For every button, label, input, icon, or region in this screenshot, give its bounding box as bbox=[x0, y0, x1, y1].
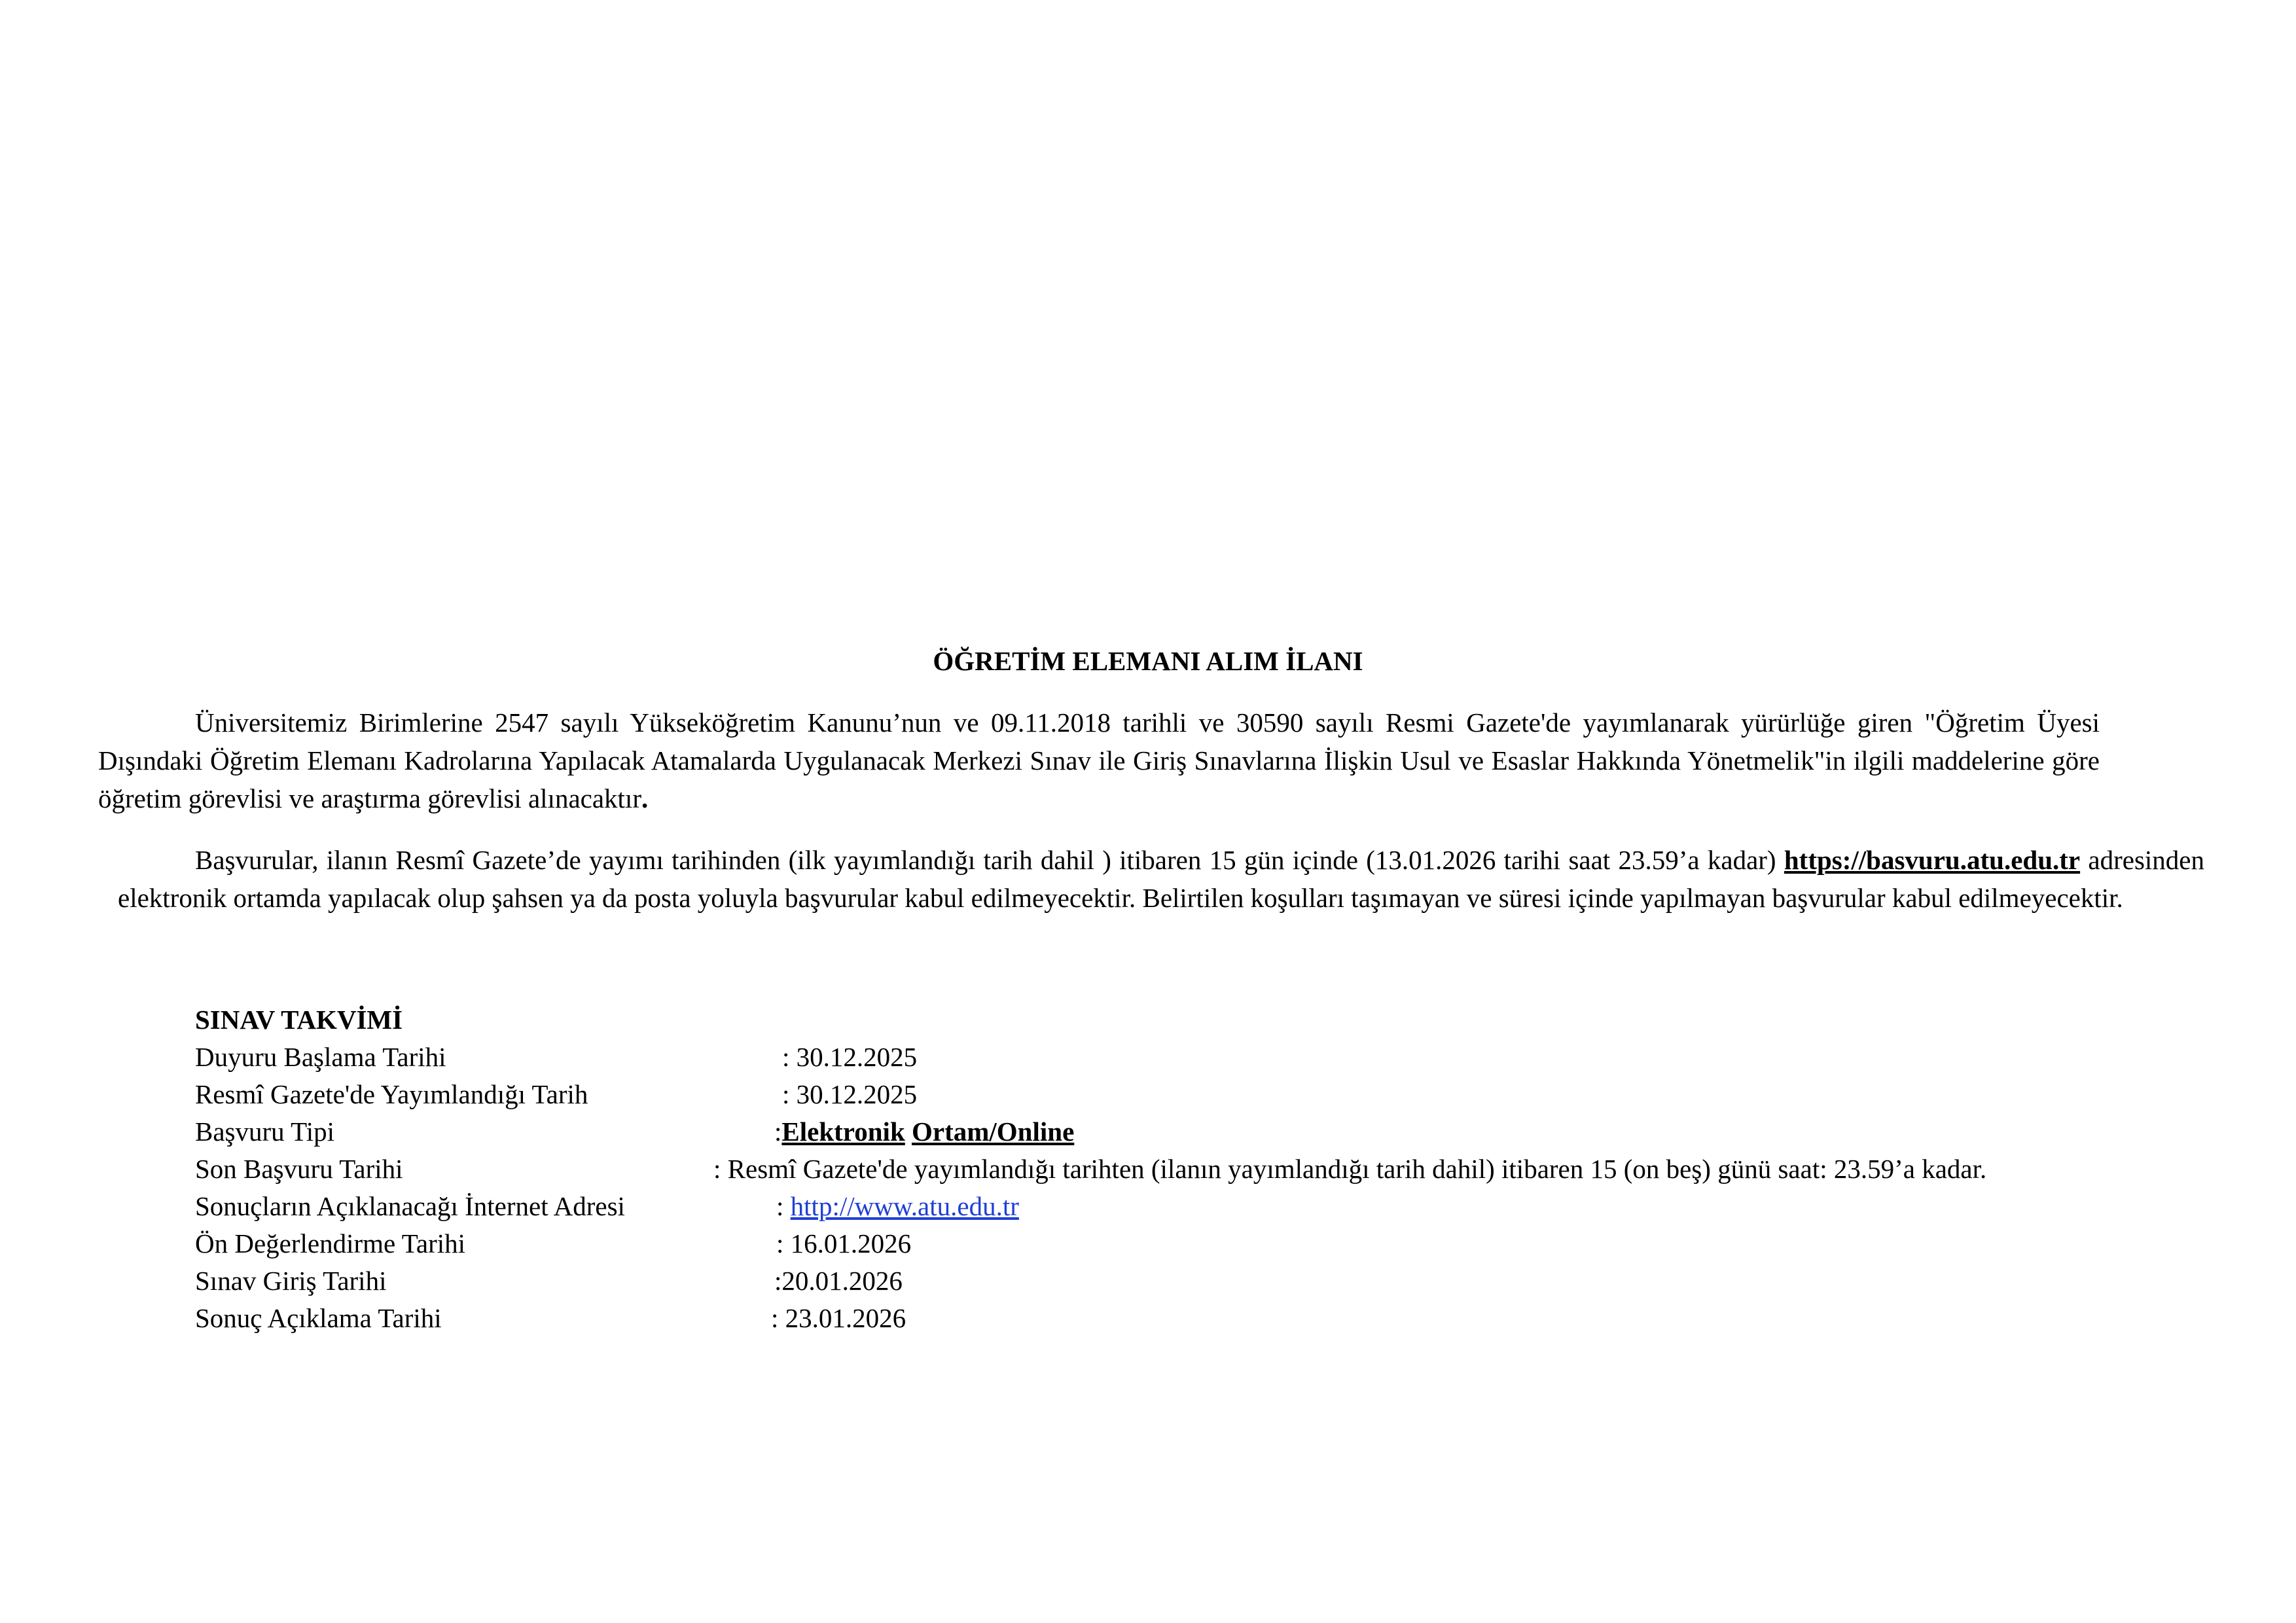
schedule-value-text: 30.12.2025 bbox=[796, 1079, 918, 1109]
schedule-colon: : bbox=[776, 1228, 791, 1258]
schedule-value bbox=[713, 1150, 1986, 1188]
schedule-row-exam-date bbox=[195, 1262, 903, 1300]
page-title: ÖĞRETİM ELEMANI ALIM İLANI bbox=[933, 646, 1363, 676]
schedule-row-results-url bbox=[195, 1188, 1019, 1225]
schedule-colon: : bbox=[776, 1191, 791, 1221]
schedule-colon: : bbox=[774, 1266, 782, 1296]
schedule-row-pre-evaluation bbox=[195, 1225, 912, 1262]
schedule-value-text: Elektronik bbox=[781, 1116, 905, 1147]
schedule-label: Son Başvuru Tarihi bbox=[195, 1154, 403, 1184]
schedule-label: Resmî Gazete'de Yayımlandığı Tarih bbox=[195, 1079, 588, 1109]
schedule-row-application-type bbox=[195, 1113, 1075, 1150]
exam-schedule bbox=[195, 1001, 1987, 1337]
schedule-value bbox=[782, 1039, 917, 1076]
application-paragraph-after: adresinden elektronik ortamda yapılacak olup şahsen ya da posta yoluyla başvurular kabul edilmeyecektir. Belirtilen koşulları taşımayan ve süresi içinde yapılmayan başvurular kabul edilmeyecektir. bbox=[118, 845, 2204, 913]
schedule-label: Başvuru Tipi bbox=[195, 1116, 335, 1147]
schedule-value-text: 30.12.2025 bbox=[796, 1042, 918, 1072]
application-portal-link[interactable]: https://basvuru.atu.edu.tr bbox=[1784, 845, 2081, 875]
schedule-value bbox=[774, 1262, 903, 1300]
intro-paragraph-end: . bbox=[641, 783, 649, 813]
schedule-value bbox=[782, 1076, 917, 1113]
exam-schedule-heading: SINAV TAKVİMİ bbox=[195, 1005, 403, 1035]
schedule-label: Ön Değerlendirme Tarihi bbox=[195, 1228, 466, 1258]
intro-paragraph-text: Üniversitemiz Birimlerine 2547 sayılı Yükseköğretim Kanunu’nun ve 09.11.2018 tarihli ve 30590 sayılı Resmi Gazete'de yayımlanarak yürürlüğe giren "Öğretim Üyesi Dışındaki Öğretim Elemanı Kadrolarına Yapılacak Atamalarda Uygulanacak Merkezi Sınav ile Giriş Sınavlarına İlişkin Usul ve Esaslar Hakkında Yönetmelik"in ilgili maddelerine göre öğretim görevlisi ve araştırma görevlisi alınacaktır bbox=[98, 707, 2100, 813]
schedule-colon: : bbox=[771, 1303, 785, 1333]
intro-paragraph bbox=[98, 704, 2100, 817]
schedule-value bbox=[776, 1225, 911, 1262]
application-paragraph bbox=[118, 841, 2204, 917]
schedule-colon: : bbox=[774, 1116, 782, 1147]
schedule-colon: : bbox=[782, 1079, 797, 1109]
schedule-value bbox=[776, 1188, 1019, 1225]
schedule-colon: : bbox=[782, 1042, 797, 1072]
schedule-label: Duyuru Başlama Tarihi bbox=[195, 1042, 446, 1072]
schedule-row-announcement-start bbox=[195, 1039, 918, 1076]
schedule-row-deadline bbox=[195, 1150, 1987, 1188]
schedule-value-text: 23.01.2026 bbox=[785, 1303, 906, 1333]
schedule-label: Sonuçların Açıklanacağı İnternet Adresi bbox=[195, 1191, 625, 1221]
results-website-link[interactable]: http://www.atu.edu.tr bbox=[790, 1191, 1019, 1221]
schedule-row-results-date bbox=[195, 1300, 906, 1337]
schedule-value-text: Resmî Gazete'de yayımlandığı tarihten (ilanın yayımlandığı tarih dahil) itibaren 15 (on beş) günü saat: 23.59’a kadar. bbox=[727, 1154, 1987, 1184]
schedule-label: Sonuç Açıklama Tarihi bbox=[195, 1303, 442, 1333]
schedule-value bbox=[771, 1300, 906, 1337]
schedule-value-text: Ortam/Online bbox=[912, 1116, 1075, 1147]
schedule-value-text: 20.01.2026 bbox=[781, 1266, 903, 1296]
schedule-label: Sınav Giriş Tarihi bbox=[195, 1266, 387, 1296]
schedule-colon: : bbox=[713, 1154, 728, 1184]
schedule-value-text: 16.01.2026 bbox=[790, 1228, 912, 1258]
schedule-row-gazette-date bbox=[195, 1076, 918, 1113]
schedule-value bbox=[774, 1113, 1074, 1150]
application-paragraph-before: Başvurular, ilanın Resmî Gazete’de yayımı tarihinden (ilk yayımlandığı tarih dahil ) itibaren 15 gün içinde (13.01.2026 tarihi saat 23.59’a kadar) bbox=[195, 845, 1784, 875]
